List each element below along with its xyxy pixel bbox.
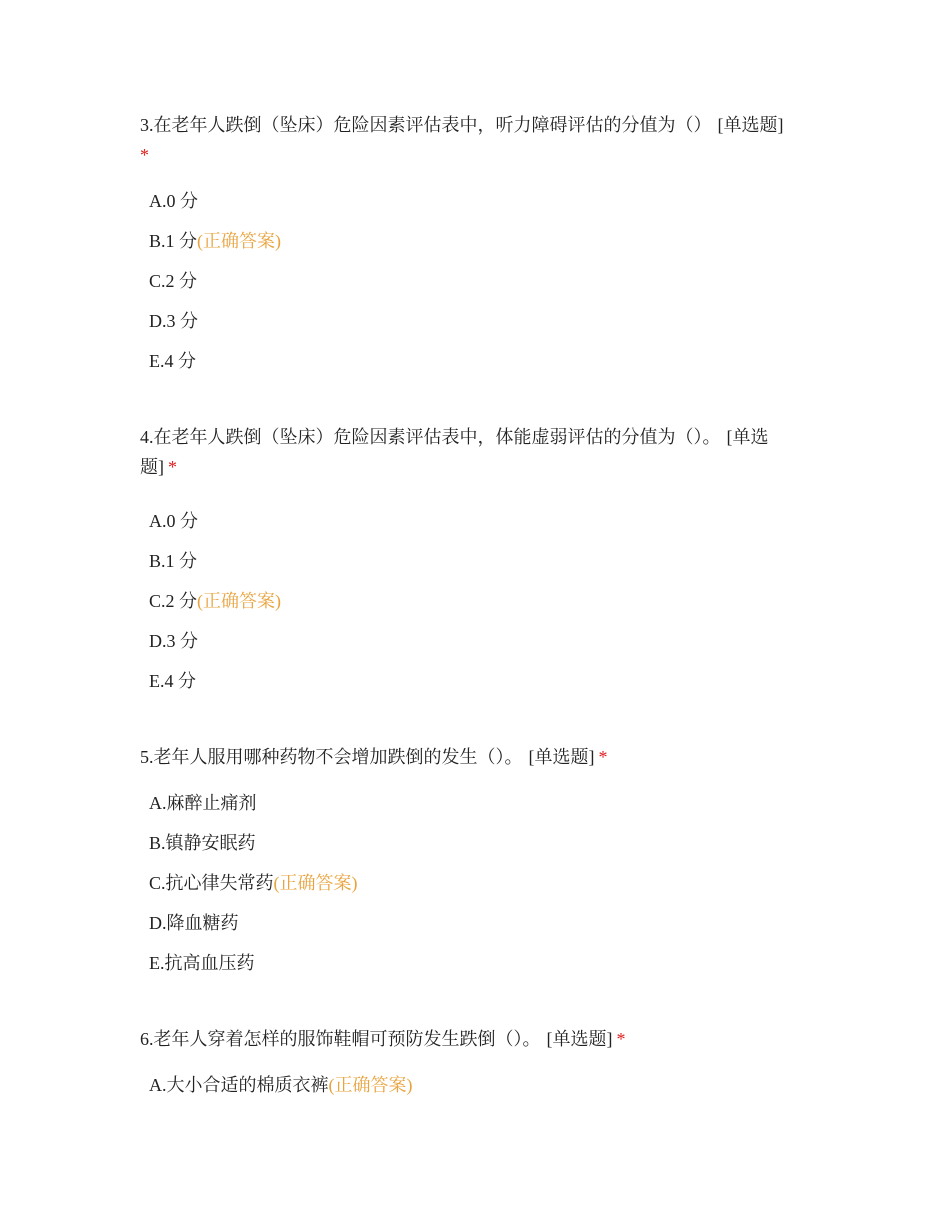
option-list (140, 501, 810, 701)
question-stem: 6.老年人穿着怎样的服饰鞋帽可预防发生跌倒（）。 (140, 1029, 541, 1049)
question-4 (140, 422, 810, 701)
option-e[interactable] (140, 943, 810, 983)
option-label: A.麻醉止痛剂 (149, 793, 257, 813)
question-type-label: [单选题] (528, 747, 595, 767)
required-marker: * (598, 747, 608, 767)
option-label: B.镇静安眠药 (149, 833, 256, 853)
option-c[interactable] (140, 261, 810, 301)
option-label: D.降血糖药 (149, 913, 239, 933)
option-label: A.大小合适的棉质衣裤 (149, 1075, 329, 1095)
option-label: B.1 分 (149, 551, 198, 571)
option-a[interactable] (140, 181, 810, 221)
correct-answer-mark: (正确答案) (197, 591, 282, 611)
option-a[interactable] (140, 783, 810, 823)
question-6 (140, 1024, 810, 1105)
option-e[interactable] (140, 341, 810, 381)
question-3 (140, 110, 810, 381)
option-c[interactable] (140, 581, 810, 621)
question-stem: 4.在老年人跌倒（坠床）危险因素评估表中，体能虚弱评估的分值为（）。 (140, 427, 721, 447)
option-label: B.1 分 (149, 231, 198, 251)
option-d[interactable] (140, 621, 810, 661)
option-c[interactable] (140, 863, 810, 903)
option-a[interactable] (140, 1065, 810, 1105)
option-label: E.抗高血压药 (149, 953, 255, 973)
option-b[interactable] (140, 823, 810, 863)
option-d[interactable] (140, 903, 810, 943)
option-label: D.3 分 (149, 311, 198, 331)
required-marker: * (616, 1029, 626, 1049)
option-label: C.2 分 (149, 271, 198, 291)
option-a[interactable] (140, 501, 810, 541)
required-marker: * (168, 457, 177, 477)
question-5 (140, 742, 810, 983)
option-label: E.4 分 (149, 671, 196, 691)
option-label: E.4 分 (149, 351, 196, 371)
question-stem: 3.在老年人跌倒（坠床）危险因素评估表中，听力障碍评估的分值为（） (140, 115, 712, 135)
question-type-label: [单选题] (546, 1029, 613, 1049)
question-text (140, 422, 805, 482)
option-list (140, 1065, 810, 1105)
option-e[interactable] (140, 661, 810, 701)
option-label: D.3 分 (149, 631, 198, 651)
option-list (140, 783, 810, 983)
question-type-label: [单选题] (140, 427, 769, 477)
question-text (140, 1024, 810, 1054)
option-list (140, 181, 810, 381)
question-text (140, 110, 810, 170)
question-stem: 5.老年人服用哪种药物不会增加跌倒的发生（）。 (140, 747, 523, 767)
option-label: C.2 分 (149, 591, 198, 611)
correct-answer-mark: (正确答案) (328, 1075, 413, 1095)
required-marker: * (140, 145, 149, 165)
correct-answer-mark: (正确答案) (197, 231, 282, 251)
option-d[interactable] (140, 301, 810, 341)
correct-answer-mark: (正确答案) (273, 873, 358, 893)
question-type-label: [单选题] (717, 115, 784, 135)
option-label: A.0 分 (149, 191, 198, 211)
option-label: A.0 分 (149, 511, 198, 531)
option-b[interactable] (140, 541, 810, 581)
option-label: C.抗心律失常药 (149, 873, 274, 893)
option-b[interactable] (140, 221, 810, 261)
question-text (140, 742, 810, 772)
